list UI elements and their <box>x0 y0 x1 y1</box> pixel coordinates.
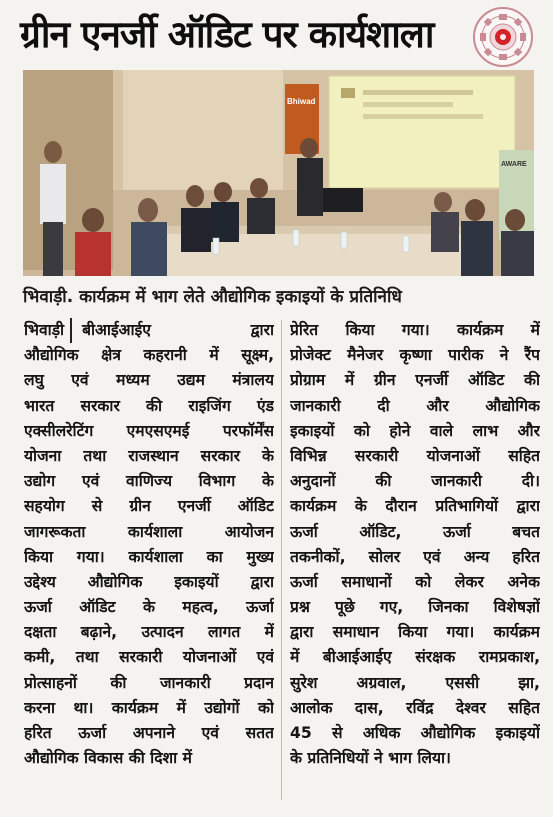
article-line: द्वारा समाधान किया गया। कार्यक्रम <box>290 623 540 642</box>
event-photo <box>23 70 534 276</box>
article-line: योजना तथा राजस्थान सरकार के <box>24 446 274 465</box>
article-line: उद्देश्य औद्योगिक इकाइयों द्वारा <box>24 572 274 591</box>
article-line: हरित ऊर्जा अपनाने एवं सतत <box>24 724 274 742</box>
article-line: एक्सीलरेटिंग एमएसएमई परफॉर्मेंस <box>24 421 274 440</box>
article-line: औद्योगिक क्षेत्र कहरानी में सूक्ष्म, <box>24 346 274 365</box>
article-line: प्रोजेक्ट मैनेजर कृष्णा पारीक ने रैंप <box>290 346 540 365</box>
article-line: प्रेरित किया गया। कार्यक्रम में <box>290 321 540 339</box>
article-line: दक्षता बढ़ाने, उत्पादन लागत में <box>24 623 274 642</box>
article-line: अनुदानों की जानकारी दी। <box>290 472 540 491</box>
column-divider <box>281 320 282 800</box>
article-line: औद्योगिक विकास की दिशा में <box>24 749 192 768</box>
article-line-text: बीआईआईए द्वारा <box>82 321 274 339</box>
article-line: तकनीकों, सोलर एवं अन्य हरित <box>290 547 540 566</box>
article-line: उद्योग एवं वाणिज्य विभाग के <box>24 472 274 491</box>
article-line: कमी, तथा सरकारी योजनाओं एवं <box>24 648 274 667</box>
headline: ग्रीन एनर्जी ऑडिट पर कार्यशाला <box>20 13 434 56</box>
article-line: ऊर्जा ऑडिट के महत्व, ऊर्जा <box>24 598 274 617</box>
association-seal-logo <box>472 6 534 68</box>
article-line: भारत सरकार की राइजिंग एंड <box>24 396 274 415</box>
article-line: सुरेश अग्रवाल, एससी झा, <box>290 673 540 692</box>
article-line: में बीआईआईए संरक्षक रामप्रकाश, <box>290 648 540 667</box>
article-line: करना था। कार्यक्रम में उद्योगों को <box>24 698 274 717</box>
banner-left-text: Bhiwad <box>287 97 316 106</box>
article-line: प्रोग्राम में ग्रीन एनर्जी ऑडिट की <box>290 371 540 390</box>
article-line: लघु एवं मध्यम उद्यम मंत्रालय <box>24 371 274 390</box>
article-line: सहयोग से ग्रीन एनर्जी ऑडिट <box>24 497 274 516</box>
dateline: भिवाड़ी <box>24 318 72 343</box>
article-line: प्रोत्साहनों की जानकारी प्रदान <box>24 673 274 692</box>
article-line: विभिन्न सरकारी योजनाओं सहित <box>290 446 540 465</box>
photo-caption: भिवाड़ी. कार्यक्रम में भाग लेते औद्योगिक इकाइयों के प्रतिनिधि <box>23 287 402 307</box>
article-line: जागरूकता कार्यशाला आयोजन <box>24 522 274 541</box>
article-line: ऊर्जा ऑडिट, ऊर्जा बचत <box>290 522 540 541</box>
article-line <box>24 318 274 343</box>
article-line: किया गया। कार्यशाला का मुख्य <box>24 547 274 566</box>
article-column-right <box>290 318 540 771</box>
article-line: कार्यक्रम के दौरान प्रतिभागियों द्वारा <box>290 497 540 516</box>
article-line: जानकारी दी और औद्योगिक <box>290 396 540 415</box>
article-column-left <box>24 318 274 771</box>
article-line: ऊर्जा समाधानों को लेकर अनेक <box>290 572 540 591</box>
article-line: प्रश्न पूछे गए, जिनका विशेषज्ञों <box>290 598 540 617</box>
article-line: इकाइयों को होने वाले लाभ और <box>290 421 540 440</box>
article-line: आलोक दास, रविंद्र देश्वर सहित <box>290 698 540 717</box>
article-line: के प्रतिनिधियों ने भाग लिया। <box>290 749 451 768</box>
article-line: 45 से अधिक औद्योगिक इकाइयों <box>290 724 540 742</box>
banner-right-text: AWARE <box>501 161 527 168</box>
